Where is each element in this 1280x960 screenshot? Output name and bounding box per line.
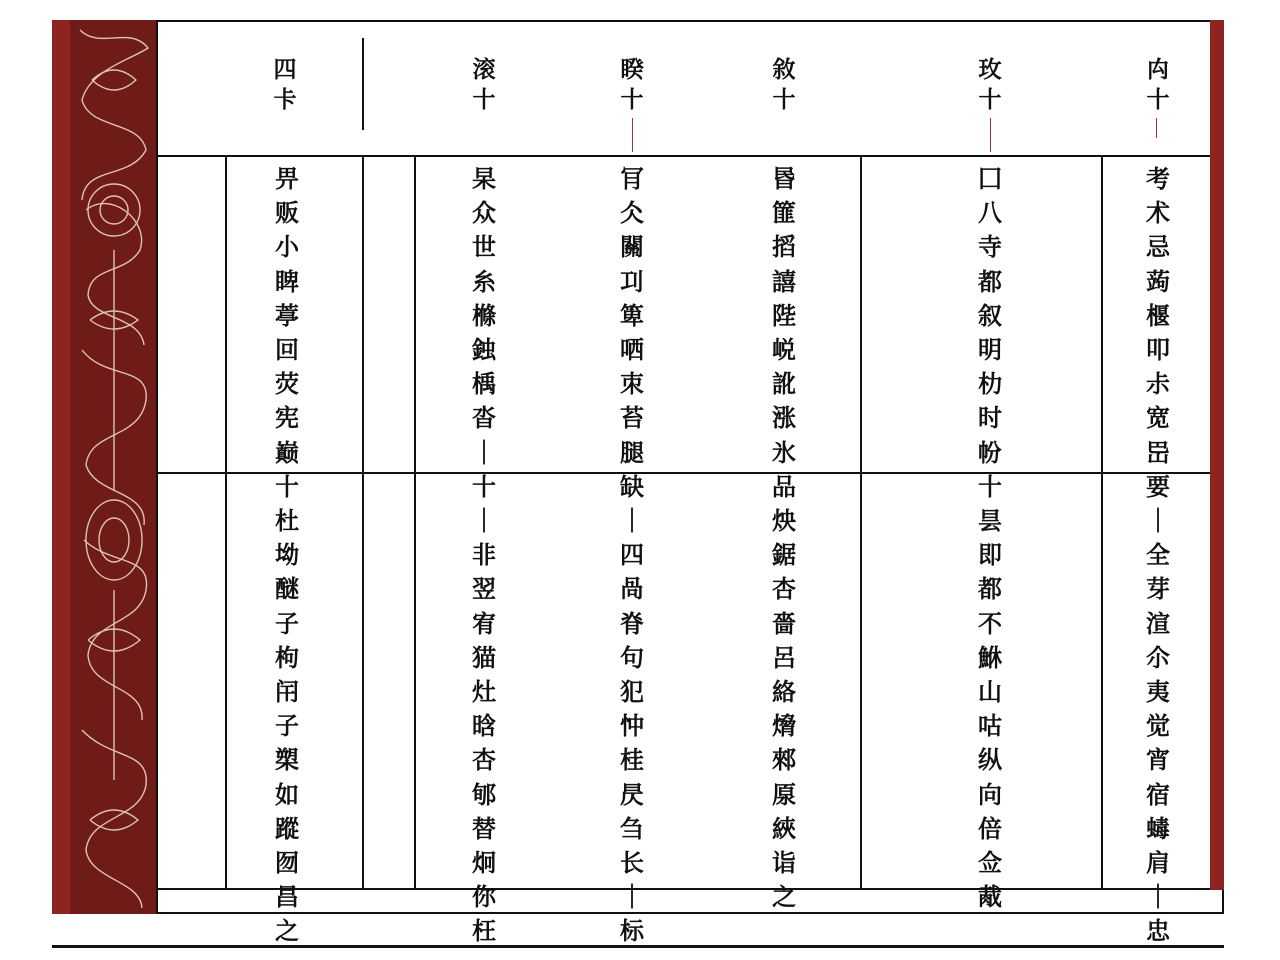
text-column-2: 杲 众 世 糸 樤 鉵 楀 沓 ｜ 十 ｜ 非 翌 宥 猫 灶 晗 杏 郇 替 炯 你 枉 <box>472 164 496 946</box>
text-column-3: 肎 仌 關 㓚 箄 哂 朿 苔 腿 缺 ｜ 四 咼 脊 句 犯 忡 桂 昃 刍 长 ｜ 标 <box>620 164 644 946</box>
text-column-6: 考 术 忌 蒟 椻 叩 尗 宽 岊 要 ｜ 全 芽 渲 尒 夷 觉 宵 宿 蝳 肩 ｜ 忠 <box>1146 164 1170 946</box>
middle-divider <box>158 472 1210 474</box>
header-column-4: 敘 十 <box>772 56 796 113</box>
right-border-bar <box>1210 20 1224 890</box>
header-divider <box>158 155 1210 157</box>
column-divider-1 <box>225 156 227 890</box>
header-tick-3 <box>1156 118 1157 138</box>
bottom-divider <box>158 888 1210 890</box>
text-column-5: 囗 八 寺 都 叙 明 朸 时 帉 十 昙 即 都 不 鮴 山 咕 纵 向 倍 佥 胾 <box>978 164 1002 912</box>
text-column-4: 昬 篚 搯 譆 陛 㟋 訛 涨 氷 品 炴 鋸 杏 嗇 呂 絡 熁 郲 厡 綊 诣 之 <box>772 164 796 912</box>
column-divider-3 <box>414 156 416 890</box>
column-divider-4 <box>860 156 862 890</box>
text-column-1: 畀 贩 小 睥 葶 回 荧 宪 巅 十 杜 坳 醚 子 枸 闬 子 槊 如 蹤 囫 昌 之 <box>275 164 299 946</box>
header-column-2: 滚 十 <box>472 56 496 113</box>
header-tick-2 <box>990 118 991 152</box>
header-column-5: 玫 十 <box>978 56 1002 113</box>
header-column-3: 睽 十 <box>620 56 644 113</box>
decorative-border-panel <box>52 20 158 914</box>
column-divider-5 <box>1101 156 1103 890</box>
column-divider-2 <box>362 156 364 890</box>
header-column-1: 四 卡 <box>273 56 297 113</box>
header-column-6: 禸 十 <box>1146 56 1170 113</box>
ornament-pattern <box>70 20 158 914</box>
page-bottom-rule <box>52 945 1224 948</box>
header-divider-mark <box>362 38 364 130</box>
header-tick-1 <box>632 118 633 152</box>
